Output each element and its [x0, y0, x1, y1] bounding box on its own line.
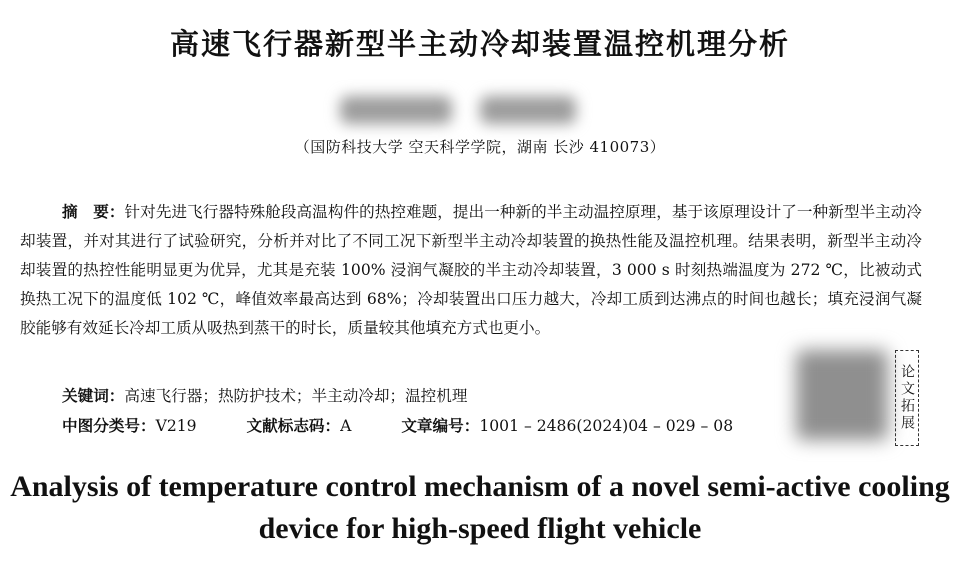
keywords-label: 关键词：	[62, 387, 125, 405]
article-no-label: 文章编号：	[401, 417, 480, 435]
clc-label: 中图分类号：	[62, 417, 156, 435]
clc-value: V219	[155, 417, 197, 435]
classification-row	[62, 414, 733, 436]
authors-redacted	[340, 96, 580, 124]
paper-extension-box[interactable]	[895, 350, 919, 446]
author-blur-1	[340, 96, 452, 124]
affiliation: （国防科技大学 空天科学学院，湖南 长沙 410073）	[294, 138, 666, 156]
abstract-paragraph	[20, 198, 922, 343]
keywords-row	[62, 384, 467, 406]
abstract-label: 摘 要：	[62, 203, 125, 221]
paper-extension-label: 论文拓展	[899, 364, 915, 432]
chinese-title: 高速飞行器新型半主动冷却装置温控机理分析	[169, 27, 790, 61]
qr-code-redacted[interactable]	[796, 350, 888, 440]
article-no-value: 1001 – 2486(2024)04 – 029 – 08	[479, 417, 734, 435]
keywords-text: 高速飞行器；热防护技术；半主动冷却；温控机理	[124, 387, 468, 405]
doc-code-label: 文献标志码：	[246, 417, 341, 435]
english-title: Analysis of temperature control mechanism of a novel semi-active cooling device for high-speed flight vehicle	[10, 470, 950, 545]
doc-code-value: A	[340, 417, 352, 435]
abstract-text: 针对先进飞行器特殊舱段高温构件的热控难题，提出一种新的半主动温控原理，基于该原理设计了一种新型半主动冷却装置，并对其进行了试验研究，分析并对比了不同工况下新型半主动冷却装置的换热性能及温控机理。结果表明，新型半主动冷却装置的热控性能明显更为优异，尤其是充装 100% 浸润气凝胶的半主动冷却装置，3 000 s 时刻热端温度为 272 ℃，比被动式换热工况下的温度低 102 ℃，峰值效率最高达到 68%；冷却装置出口压力越大，冷却工质到达沸点的时间也越长；填充浸润气凝胶能够有效延长冷却工质从吸热到蒸干的时长，质量较其他填充方式也更小。	[20, 203, 922, 337]
author-blur-2	[480, 96, 576, 124]
